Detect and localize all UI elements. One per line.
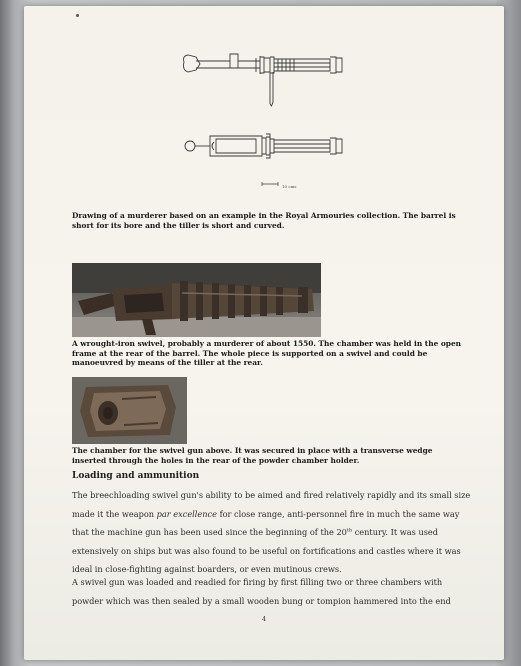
murderer-drawing bbox=[170, 44, 360, 194]
paragraph-2: A swivel gun was loaded and readied for firing by first filling two or three chambers with powder which was then sealed by a small wooden bung or tompion hammered into the end bbox=[72, 577, 451, 606]
swivel-gun-photo bbox=[72, 263, 321, 337]
section-heading: Loading and ammunition bbox=[72, 471, 200, 481]
page-mark bbox=[76, 14, 79, 17]
paragraph-1-text-b: for close range, anti-personnel fire in much the same way that the machine gun has been used since the beginning of the 20 bbox=[72, 508, 460, 537]
powder-chamber-photo bbox=[72, 377, 187, 444]
powder-chamber-photo-art bbox=[72, 377, 187, 444]
page-number: 4 bbox=[262, 615, 267, 623]
drawing-side-view bbox=[184, 54, 343, 106]
paragraph-1-text-a: The breechloading swivel gun's ability to be aimed and fired relatively rapidly and its small size made it the weapon bbox=[72, 490, 471, 519]
swivel-gun-photo-art bbox=[72, 263, 321, 337]
paragraph-1 bbox=[72, 486, 472, 579]
photo1-caption: A wrought-iron swivel, probably a murderer of about 1550. The chamber was held in the open frame at the rear of the barrel. The whole piece is supported on a swivel and could be manoeuvred by means of the tiller at the rear. bbox=[72, 339, 462, 367]
scale-bar bbox=[262, 182, 278, 186]
photo2-caption: The chamber for the swivel gun above. It was secured in place with a transverse wedge inserted through the holes in the rear of the powder chamber holder. bbox=[72, 446, 433, 465]
scale-label: 10 cms bbox=[282, 184, 297, 189]
paragraph-1-superscript: th bbox=[346, 527, 353, 534]
drawing-top-view bbox=[185, 134, 342, 158]
paragraph-1-emphasis: par excellence bbox=[156, 508, 217, 519]
paragraph-1-text-c: century. It was used extensively on ships but was also found to be useful on fortifications and castles where it was ideal in close-fighting against boarders, or even mutinous crews. bbox=[72, 527, 461, 574]
drawing-caption: Drawing of a murderer based on an example in the Royal Armouries collection. The barrel is short for its bore and the tiller is short and curved. bbox=[72, 211, 456, 230]
